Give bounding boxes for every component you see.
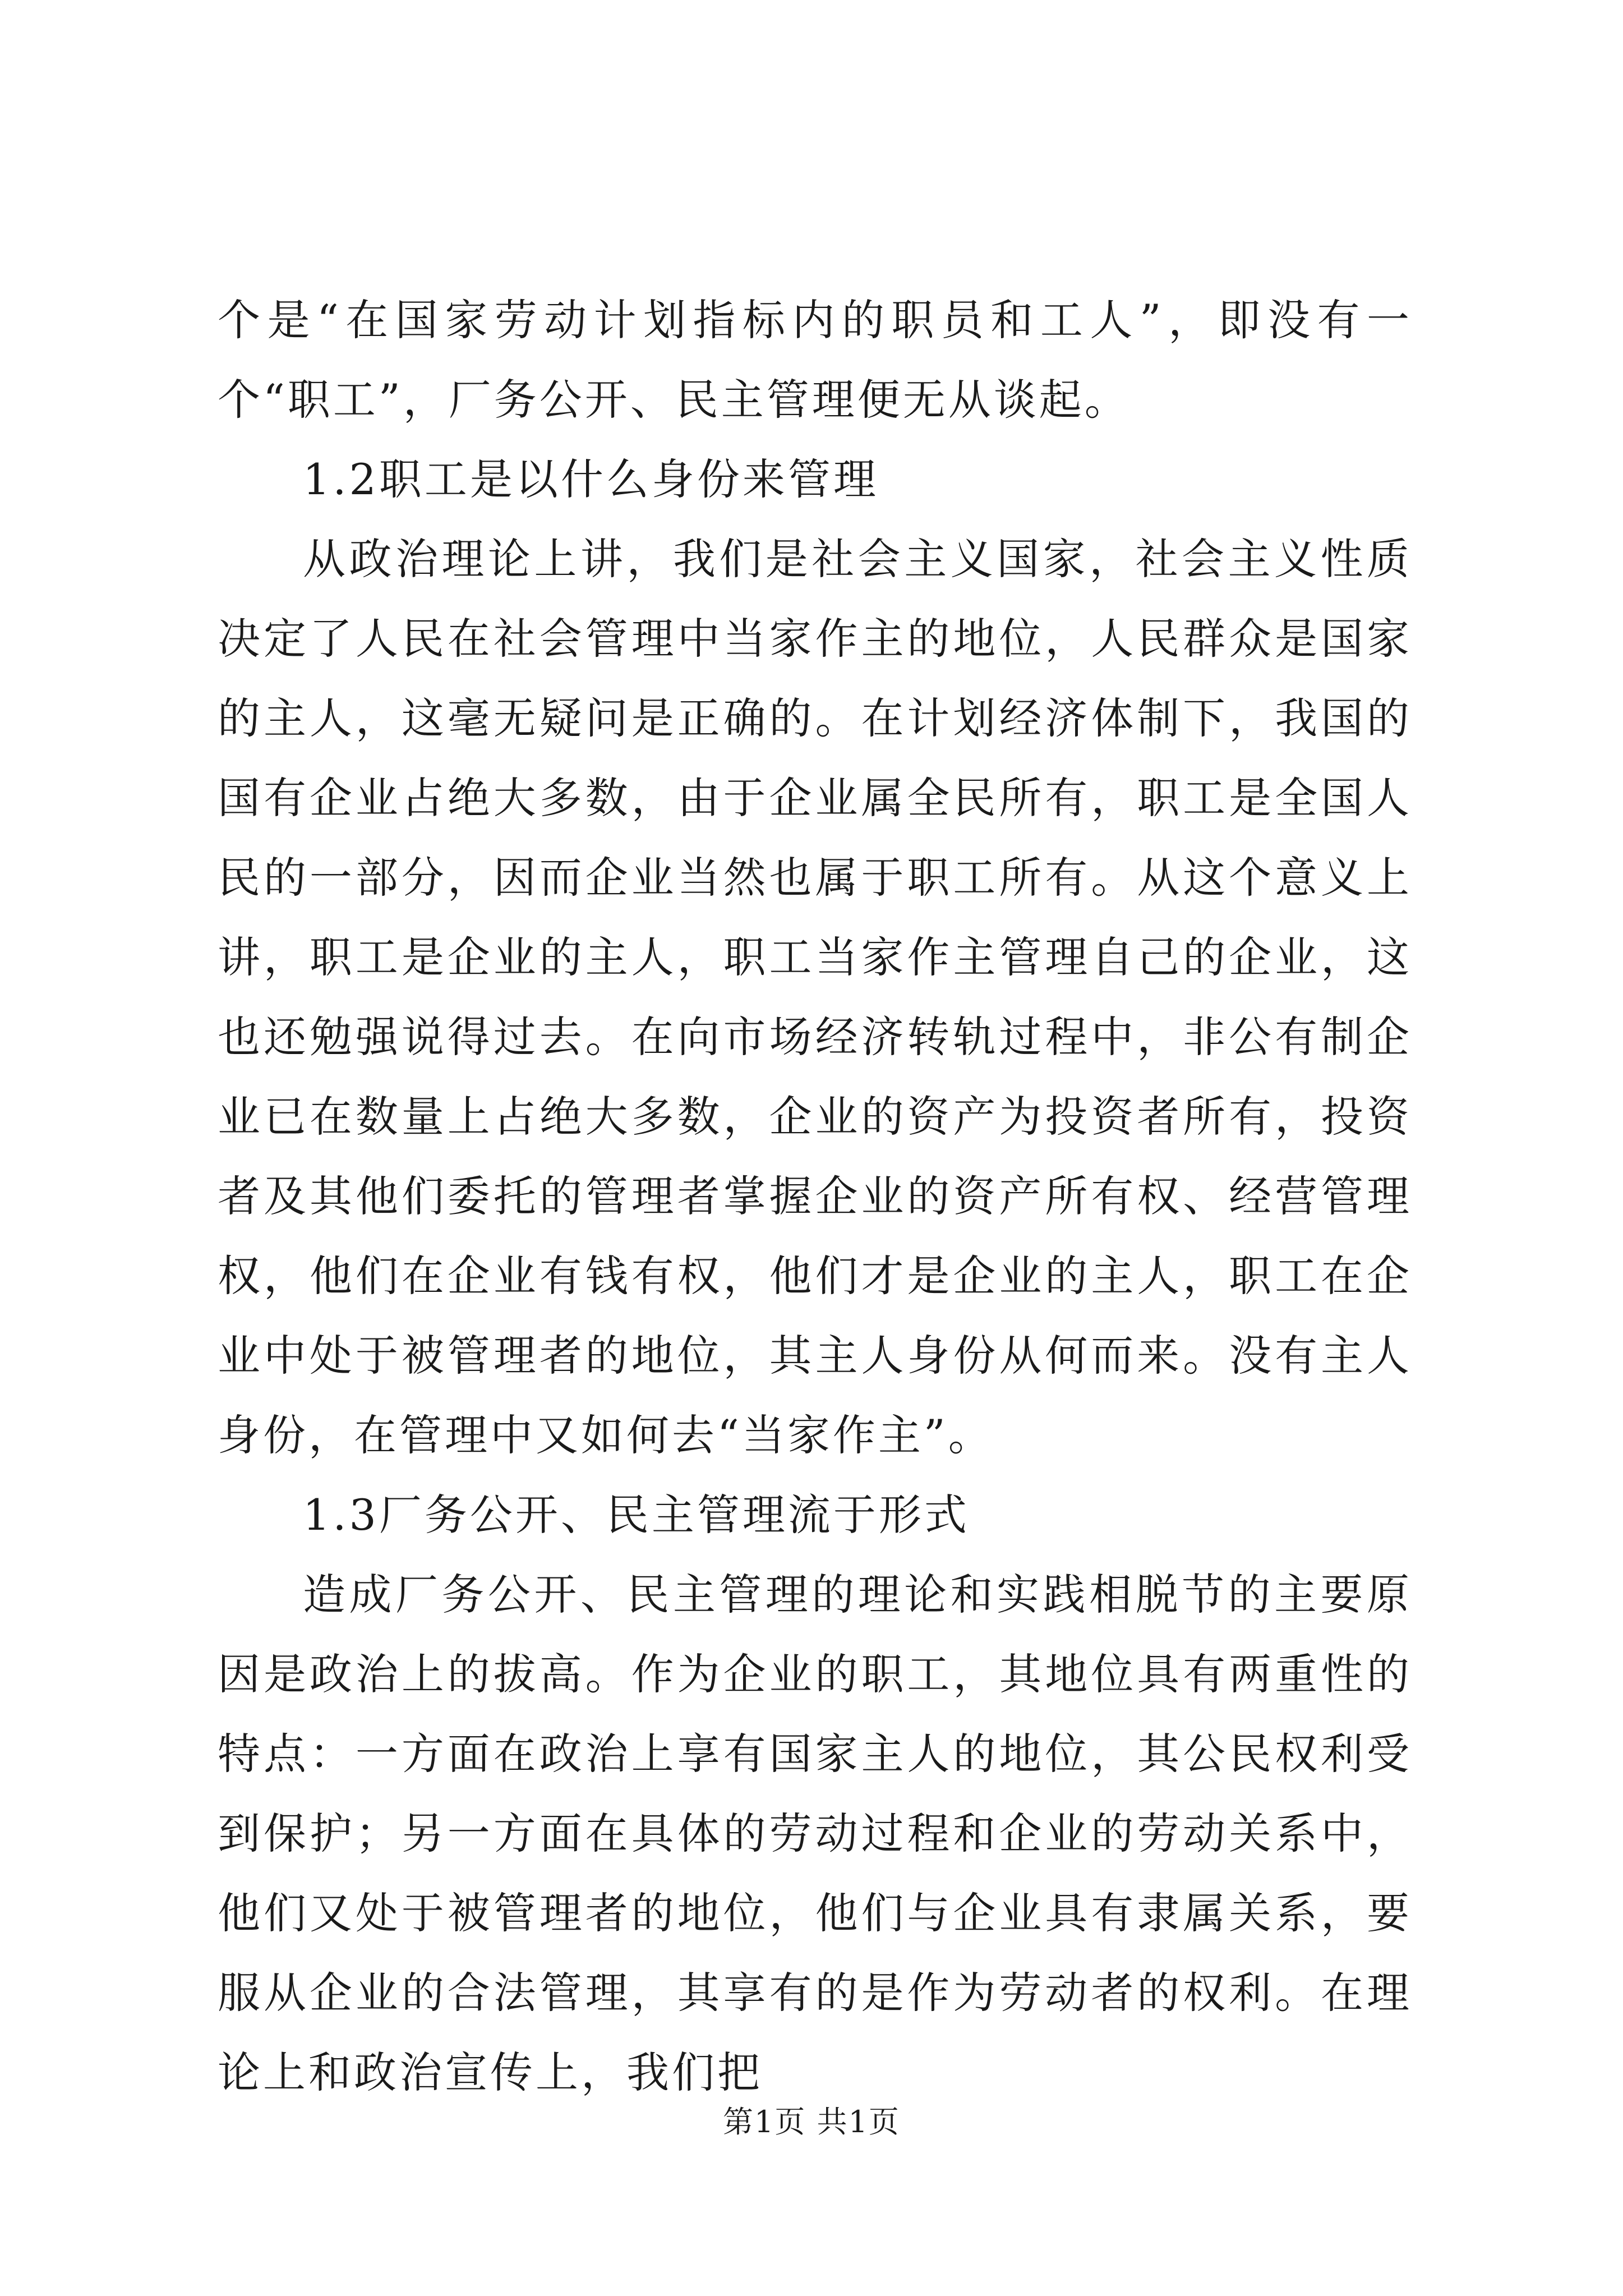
section-heading-1-2: 1.2职工是以什么身份来管理 bbox=[303, 454, 879, 504]
document-body bbox=[218, 280, 1412, 2113]
page-footer: 第1页 共1页 bbox=[723, 2104, 900, 2139]
paragraph-1-2-body: 从政治理论上讲，我们是社会主义国家，社会主义性质决定了人民在社会管理中当家作主的地位，人民群众是国家的主人，这毫无疑问是正确的。在计划经济体制下，我国的国有企业占绝大多数，由于企业属全民所有，职工是全国人民的一部分，因而企业当然也属于职工所有。从这个意义上讲，职工是企业的主人，职工当家作主管理自己的企业，这也还勉强说得过去。在向市场经济转轨过程中，非公有制企业已在数量上占绝大多数，企业的资产为投资者所有，投资者及其他们委托的管理者掌握企业的资产所有权、经营管理权，他们在企业有钱有权，他们才是企业的主人，职工在企业中处于被管理者的地位，其主人身份从何而来。没有主人身份，在管理中又如何去“当家作主”。 bbox=[218, 534, 1412, 1460]
paragraph-1-3-body: 造成厂务公开、民主管理的理论和实践相脱节的主要原因是政治上的拔高。作为企业的职工，其地位具有两重性的特点：一方面在政治上享有国家主人的地位，其公民权利受到保护；另一方面在具体的劳动过程和企业的劳动关系中，他们又处于被管理者的地位，他们与企业具有隶属关系，要服从企业的合法管理，其享有的是作为劳动者的权利。在理论上和政治宣传上，我们把 bbox=[218, 1570, 1412, 2097]
section-heading-1-3: 1.3厂务公开、民主管理流于形式 bbox=[303, 1490, 970, 1540]
paragraph-continuation: 个是“在国家劳动计划指标内的职员和工人”，即没有一个“职工”，厂务公开、民主管理便无从谈起。 bbox=[218, 295, 1412, 425]
